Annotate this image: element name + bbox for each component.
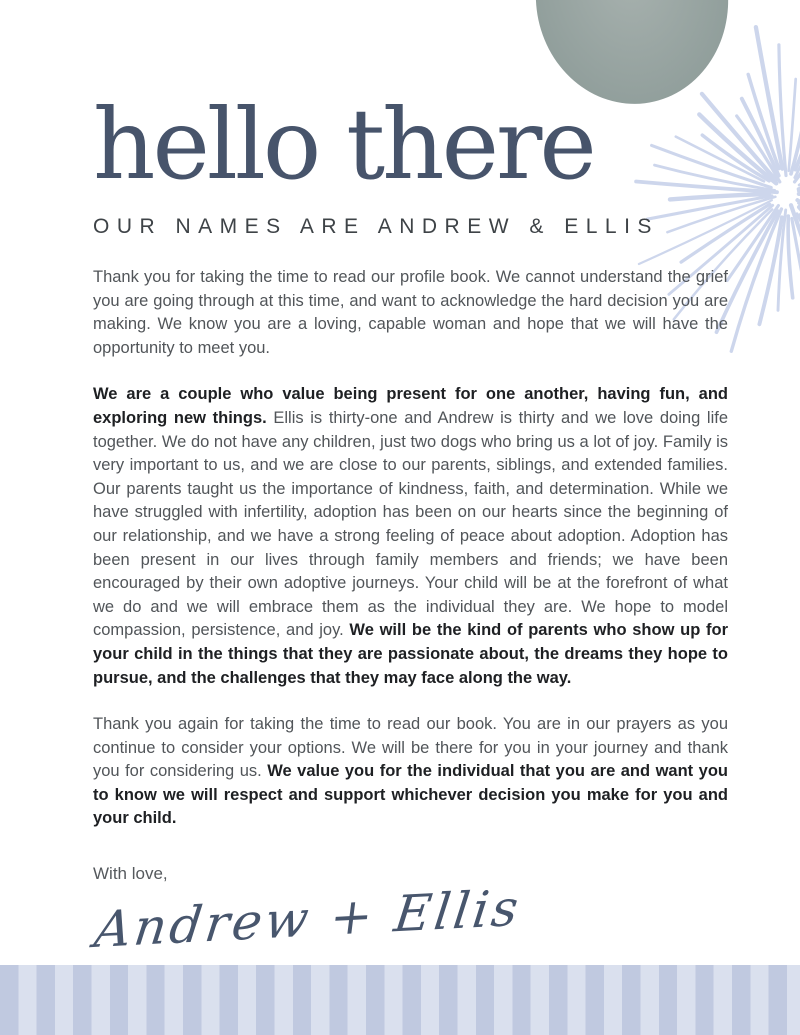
paragraph-about-us — [93, 383, 728, 690]
text-run-bold: We will be the kind of parents who show up for your child in the things that they are passionate about, the dreams they hope to pursue, and the challenges that they may face along the way. — [93, 621, 728, 687]
text-run: Thank you for taking the time to read our profile book. We cannot understand the grief you are going through at this time, and want to acknowledge the hard decision you are making. We know you are a loving, capable woman and hope that we will have the opportunity to meet you. — [93, 268, 728, 357]
page-title: hello there — [93, 88, 594, 201]
text-run: Ellis is thirty-one and Andrew is thirty and we love doing life together. We do not have any children, just two dogs who bring us a lot of joy. Family is very important to us, and we are close to our parents, siblings, and extended families. Our parents taught us the importance of kindness, faith, and determination. While we have struggled with infertility, adoption has been on our hearts since the beginning of our relationship, and we have a strong feeling of peace about adoption. Adoption has been present in our lives through family members and friends; we have been encouraged by their own adoptive journeys. Your child will be at the forefront of what we do and we will embrace them as the individual they are. We hope to model compassion, persistence, and joy. — [93, 408, 728, 640]
paragraph-intro — [93, 266, 728, 360]
letter-body — [93, 266, 728, 831]
signature: Andrew + Ellis — [91, 878, 525, 960]
subtitle: OUR NAMES ARE ANDREW & ELLIS — [93, 215, 659, 238]
striped-footer-decor — [0, 965, 800, 1035]
letter-content — [91, 88, 728, 960]
closing-salutation: With love, — [93, 864, 168, 884]
text-run-bold: We value you for the individual that you are and want you to know we will respect and support whichever decision you make for you and your child. — [93, 762, 728, 828]
text-run-bold: We are a couple who value being present for one another, having fun, and exploring new things. — [93, 385, 728, 427]
paragraph-thanks — [93, 713, 728, 831]
text-run: Thank you again for taking the time to read our book. You are in our prayers as you continue to consider your options. We will be there for you in your journey and thank you for considering us. — [93, 715, 728, 781]
